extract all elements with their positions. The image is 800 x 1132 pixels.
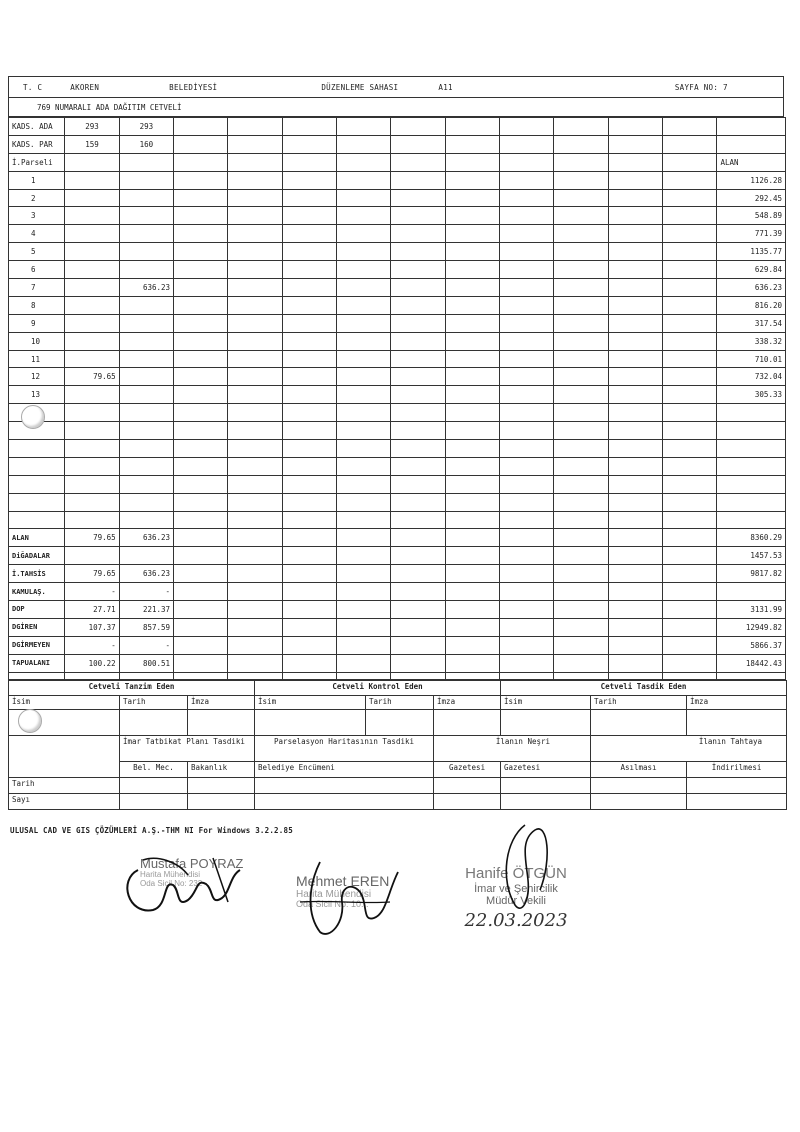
- parcel-alan: 317.54: [717, 314, 786, 332]
- parcel-row: [9, 279, 786, 297]
- tanzim-tarih: Tarih: [120, 695, 188, 709]
- parcel-row: [9, 189, 786, 207]
- parcel-c1: [65, 225, 119, 243]
- parcel-alan: 1126.28: [717, 171, 786, 189]
- parcel-alan: 305.33: [717, 386, 786, 404]
- alan-header: ALAN: [717, 153, 786, 171]
- total-row: [9, 618, 786, 636]
- parcel-alan: 636.23: [717, 279, 786, 297]
- parcel-row: [9, 332, 786, 350]
- stamp-2-line2: Harita Mühendisi: [296, 889, 372, 901]
- header-code: A11: [438, 82, 453, 92]
- total-label: DGİRMEYEN: [9, 636, 65, 654]
- parcel-row: [9, 261, 786, 279]
- kads-ada-c1: 293: [65, 118, 119, 136]
- parcel-alan: 816.20: [717, 296, 786, 314]
- tarih-row-label: Tarih: [9, 777, 120, 793]
- total-row: [9, 529, 786, 547]
- bakanlik-label: Bakanlık: [188, 761, 255, 777]
- parcel-c2: [119, 171, 173, 189]
- parcel-c2: [119, 225, 173, 243]
- total-alan: 12949.82: [717, 618, 786, 636]
- header-page: SAYFA NO: 7: [674, 82, 728, 92]
- total-row: [9, 654, 786, 672]
- total-c2: 857.59: [119, 618, 173, 636]
- kads-ada-c2: 293: [119, 118, 173, 136]
- parcel-c2: [119, 243, 173, 261]
- punch-hole-bottom: [18, 709, 42, 733]
- total-label: DiĞADALAR: [9, 547, 65, 565]
- parcel-c1: [65, 314, 119, 332]
- total-c1: -: [65, 636, 119, 654]
- parcel-c2: [119, 368, 173, 386]
- total-label: KAMULAŞ.: [9, 583, 65, 601]
- total-alan: 8360.29: [717, 529, 786, 547]
- parcel-no: 3: [9, 207, 65, 225]
- header-tc: T. C: [23, 82, 43, 92]
- parcel-no: 2: [9, 189, 65, 207]
- kontrol-imza: İmza: [434, 695, 501, 709]
- empty-row: [9, 511, 786, 529]
- parcel-c1: [65, 207, 119, 225]
- kads-ada-row: [9, 118, 786, 136]
- parcel-c1: [65, 261, 119, 279]
- total-c2: 636.23: [119, 529, 173, 547]
- parsel-label: Parselasyon Haritasının Tasdiki: [255, 735, 434, 761]
- parcel-alan: 292.45: [717, 189, 786, 207]
- empty-row: [9, 457, 786, 475]
- parcel-row: [9, 171, 786, 189]
- parcel-c2: [119, 261, 173, 279]
- parcel-c1: [65, 279, 119, 297]
- parsel-header-row: [9, 153, 786, 171]
- parcel-no: 5: [9, 243, 65, 261]
- total-c2: -: [119, 583, 173, 601]
- total-alan: 5866.37: [717, 636, 786, 654]
- parcel-c2: [119, 207, 173, 225]
- parcel-alan: 732.04: [717, 368, 786, 386]
- parcel-c1: [65, 243, 119, 261]
- parcel-c1: [65, 171, 119, 189]
- kads-par-row: [9, 135, 786, 153]
- total-row: [9, 565, 786, 583]
- parcel-row: [9, 207, 786, 225]
- total-row: [9, 601, 786, 619]
- parcel-row: [9, 350, 786, 368]
- gazetesi-2-label: Gazetesi: [501, 761, 591, 777]
- encumen-label: Belediye Encümeni: [255, 761, 434, 777]
- stamp-1-line2: Harita Mühendisi: [140, 870, 201, 880]
- header-place: AKOREN: [70, 82, 100, 92]
- ilan-tahtaya-label: İlanın Tahtaya: [591, 735, 787, 761]
- total-c2: 221.37: [119, 601, 173, 619]
- empty-row: [9, 422, 786, 440]
- kads-par-label: KADS. PAR: [9, 135, 65, 153]
- parcel-alan: 1135.77: [717, 243, 786, 261]
- total-alan: 18442.43: [717, 654, 786, 672]
- parcel-c1: [65, 386, 119, 404]
- total-label: DOP: [9, 601, 65, 619]
- parcel-no: 6: [9, 261, 65, 279]
- empty-row: [9, 440, 786, 458]
- imar-plan-label: İmar Tatbikat Planı Tasdiki: [120, 735, 255, 761]
- total-c1: 27.71: [65, 601, 119, 619]
- total-alan: 3131.99: [717, 601, 786, 619]
- total-row: [9, 547, 786, 565]
- bel-mec-label: Bel. Mec.: [120, 761, 188, 777]
- parcel-row: [9, 225, 786, 243]
- tasdik-isim: İsim: [501, 695, 591, 709]
- stamp-1-line3: Oda Sicil No: 232: [140, 879, 203, 889]
- spacer-row: [9, 672, 786, 679]
- distribution-sheet: [8, 76, 784, 810]
- parcel-alan: 710.01: [717, 350, 786, 368]
- parcel-no: 4: [9, 225, 65, 243]
- parcel-c2: [119, 386, 173, 404]
- total-c1: 107.37: [65, 618, 119, 636]
- kontrol-header: Cetveli Kontrol Eden: [255, 680, 501, 695]
- parcel-c1: [65, 350, 119, 368]
- total-row: [9, 583, 786, 601]
- total-label: İ.TAHSİS: [9, 565, 65, 583]
- empty-row: [9, 493, 786, 511]
- header-municipality: BELEDİYESİ: [169, 82, 218, 92]
- parcel-c1: [65, 296, 119, 314]
- parcel-alan: 548.89: [717, 207, 786, 225]
- total-alan: 1457.53: [717, 547, 786, 565]
- stamp-3-line3: Müdür Vekili: [486, 894, 546, 907]
- sayi-row-label: Sayı: [9, 793, 120, 809]
- total-label: DGİREN: [9, 618, 65, 636]
- parcel-alan: 771.39: [717, 225, 786, 243]
- header-area: DÜZENLEME SAHASI: [321, 82, 399, 92]
- total-c2: [119, 547, 173, 565]
- tasdik-tarih: Tarih: [591, 695, 687, 709]
- stamp-3-name: Hanife ÖTGÜN: [465, 865, 567, 882]
- parsel-header-label: İ.Parseli: [9, 153, 65, 171]
- approval-table: [8, 680, 787, 810]
- sheet-header: [8, 76, 784, 98]
- parcel-c2: [119, 332, 173, 350]
- parcel-row: [9, 368, 786, 386]
- parcel-no: 7: [9, 279, 65, 297]
- kontrol-isim: İsim: [255, 695, 366, 709]
- stamp-3-date: 22.03.2023: [464, 909, 568, 931]
- total-c1: 79.65: [65, 529, 119, 547]
- parcel-c2: 636.23: [119, 279, 173, 297]
- stamp-3-line2: İmar ve Şehircilik: [474, 882, 558, 895]
- tanzim-isim: İsim: [9, 695, 120, 709]
- parcel-row: [9, 296, 786, 314]
- parcel-c2: [119, 314, 173, 332]
- kads-par-c2: 160: [119, 135, 173, 153]
- parcel-c1: 79.65: [65, 368, 119, 386]
- tanzim-header: Cetveli Tanzim Eden: [9, 680, 255, 695]
- kontrol-tarih: Tarih: [366, 695, 434, 709]
- gazetesi-1-label: Gazetesi: [434, 761, 501, 777]
- parcel-row: [9, 243, 786, 261]
- total-c2: 800.51: [119, 654, 173, 672]
- kads-ada-label: KADS. ADA: [9, 118, 65, 136]
- empty-row: [9, 404, 786, 422]
- parcel-no: 11: [9, 350, 65, 368]
- total-row: [9, 636, 786, 654]
- total-c1: -: [65, 583, 119, 601]
- stamp-1-name: Mustafa POYRAZ: [140, 856, 244, 871]
- parcel-c2: [119, 350, 173, 368]
- total-c1: 100.22: [65, 654, 119, 672]
- punch-hole-top: [21, 405, 45, 429]
- total-c2: 636.23: [119, 565, 173, 583]
- stamp-2-name: Mehmet EREN: [296, 873, 390, 889]
- parcel-row: [9, 314, 786, 332]
- parcel-c1: [65, 189, 119, 207]
- software-footer: ULUSAL CAD VE GIS ÇÖZÜMLERİ A.Ş.-THM NI For Windows 3.2.2.85: [10, 826, 293, 835]
- parcel-no: 1: [9, 171, 65, 189]
- empty-row: [9, 475, 786, 493]
- asilmasi-label: Asılması: [591, 761, 687, 777]
- ilan-nesri-label: İlanın Neşri: [434, 735, 591, 761]
- total-label: TAPUALANI: [9, 654, 65, 672]
- stamp-2-line3: Oda Sicil No: 10...: [296, 899, 369, 910]
- tasdik-imza: İmza: [687, 695, 787, 709]
- parcel-c2: [119, 296, 173, 314]
- parcel-table: [8, 117, 786, 680]
- signature-1: [118, 840, 258, 920]
- parcel-no: 13: [9, 386, 65, 404]
- parcel-c2: [119, 189, 173, 207]
- parcel-alan: 629.84: [717, 261, 786, 279]
- parcel-row: [9, 386, 786, 404]
- tasdik-header: Cetveli Tasdik Eden: [501, 680, 787, 695]
- total-c1: [65, 547, 119, 565]
- parcel-no: 8: [9, 296, 65, 314]
- parcel-alan: 338.32: [717, 332, 786, 350]
- indirilmesi-label: İndirilmesi: [687, 761, 787, 777]
- total-c1: 79.65: [65, 565, 119, 583]
- parcel-no: 9: [9, 314, 65, 332]
- parcel-c1: [65, 332, 119, 350]
- total-label: ALAN: [9, 529, 65, 547]
- signature-2: [290, 852, 410, 942]
- total-c2: -: [119, 636, 173, 654]
- parcel-no: 12: [9, 368, 65, 386]
- sheet-subtitle: 769 NUMARALI ADA DAĞITIM CETVELİ: [8, 98, 784, 117]
- total-alan: 9817.82: [717, 565, 786, 583]
- tanzim-imza: İmza: [188, 695, 255, 709]
- total-alan: [717, 583, 786, 601]
- signature-3: [490, 820, 560, 920]
- parcel-no: 10: [9, 332, 65, 350]
- kads-par-c1: 159: [65, 135, 119, 153]
